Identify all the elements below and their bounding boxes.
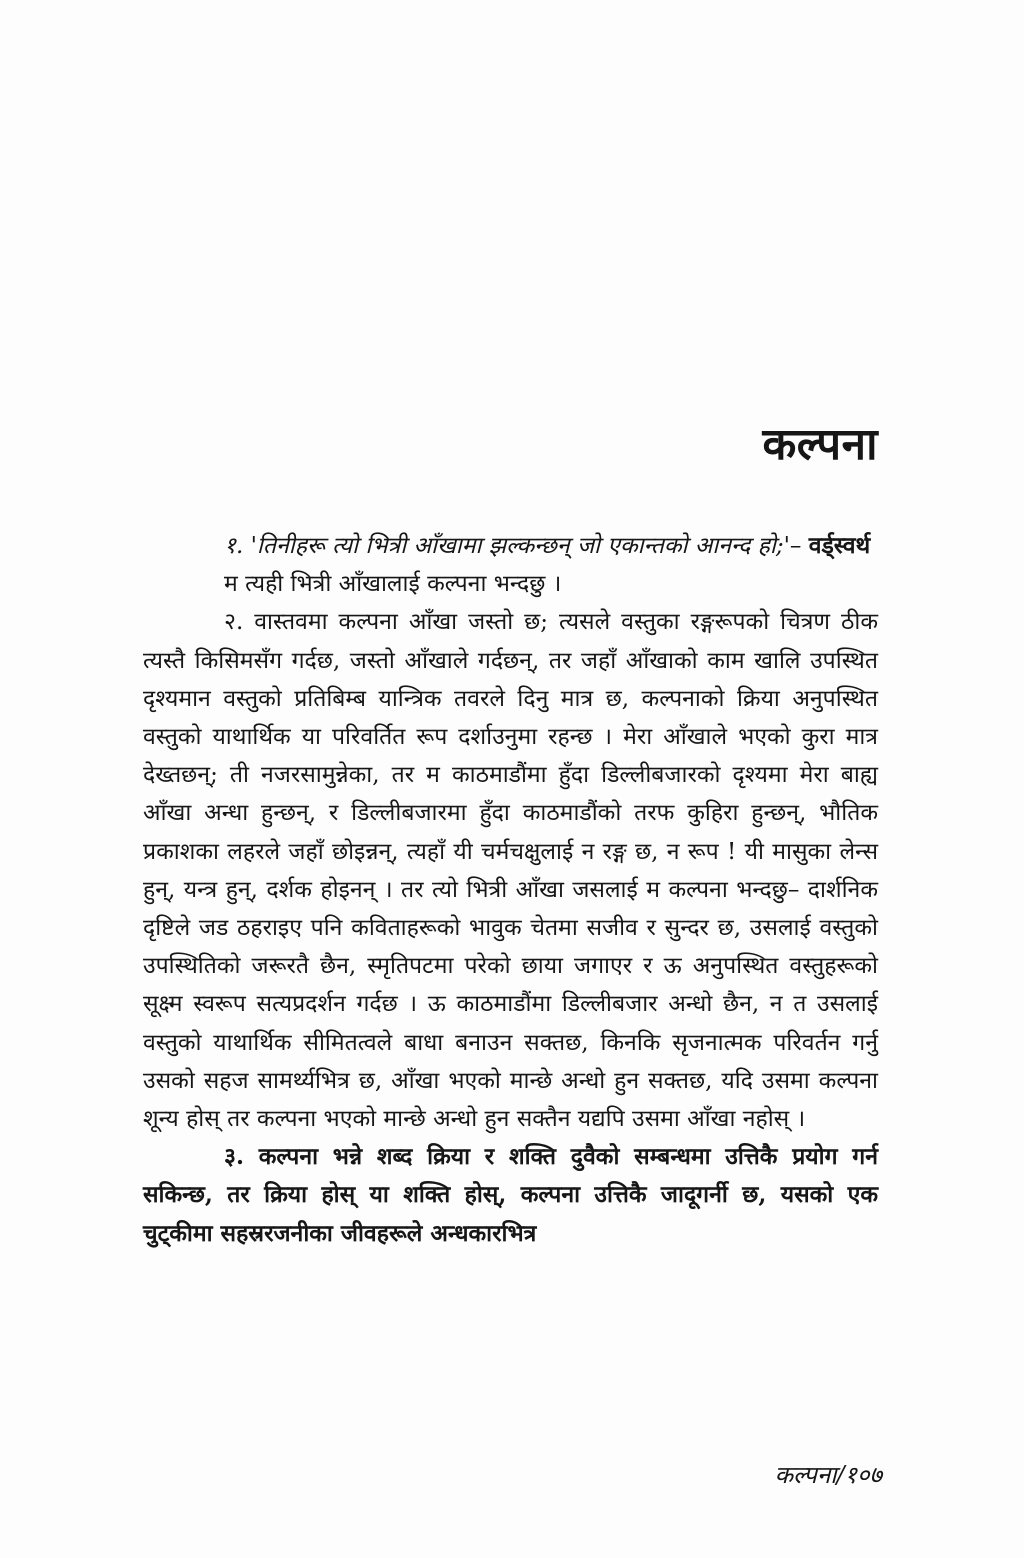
quote-text: १. 'तिनीहरू त्यो भित्री आँखामा झल्कन्छन् जो एकान्तको आनन्द हो;'– [224, 533, 809, 559]
chapter-body [143, 527, 878, 1253]
paragraph-3: ३. कल्पना भन्ने शब्द क्रिया र शक्ति दुवैको सम्बन्धमा उत्तिकै प्रयोग गर्न सकिन्छ, तर क्रिया होस् या शक्ति होस्, कल्पना उत्तिकै जादूगर्नी छ, यसको एक चुट्कीमा सहस्ररजनीका जीवहरूले अन्धकारभित्र [143, 1143, 878, 1247]
paragraph-1: म त्यही भित्री आँखालाई कल्पना भन्दछु । [224, 571, 562, 598]
paragraph-quote [143, 527, 878, 565]
paragraph-2: २. वास्तवमा कल्पना आँखा जस्तो छ; त्यसले वस्तुका रङ्गरूपको चित्रण ठीक त्यस्तै किसिमसँग गर्दछ, जस्तो आँखाले गर्दछन्, तर जहाँ आँखाको काम खालि उपस्थित दृश्यमान वस्तुको प्रतिबिम्ब यान्त्रिक तवरले दिनु मात्र छ, कल्पनाको क्रिया अनुपस्थित वस्तुको याथार्थिक या परिवर्तित रूप दर्शाउनुमा रहन्छ । मेरा आँखाले भएको कुरा मात्र देख्तछन्; ती नजरसामुन्नेका, तर म काठमाडौंमा हुँदा डिल्लीबजारको दृश्यमा मेरा बाह्य आँखा अन्धा हुन्छन्, र डिल्लीबजारमा हुँदा काठमाडौंको तरफ कुहिरा हुन्छन्, भौतिक प्रकाशका लहरले जहाँ छोइन्नन्, त्यहाँ यी चर्मचक्षुलाई न रङ्ग छ, न रूप ! यी मासुका लेन्स हुन्, यन्त्र हुन्, दर्शक होइनन् । तर त्यो भित्री आँखा जसलाई म कल्पना भन्दछु– दार्शनिक दृष्टिले जड ठहराइए पनि कविताहरूको भावुक चेतमा सजीव र सुन्दर छ, उसलाई वस्तुको उपस्थितिको जरूरतै छैन, स्मृतिपटमा परेको छाया जगाएर र ऊ अनुपस्थित वस्तुहरूको सूक्ष्म स्वरूप सत्यप्रदर्शन गर्दछ । ऊ काठमाडौंमा डिल्लीबजार अन्धो छैन, न त उसलाई वस्तुको याथार्थिक सीमितत्वले बाधा बनाउन सक्तछ, किनकि सृजनात्मक परिवर्तन गर्नु उसको सहज सामर्थ्यभित्र छ, आँखा भएको मान्छे अन्धो हुन सक्तछ, यदि उसमा कल्पना शून्य होस् तर कल्पना भएको मान्छे अन्धो हुन सक्तैन यद्यपि उसमा आँखा नहोस् । [143, 609, 878, 1133]
chapter-title: कल्पना [762, 419, 878, 470]
page-footer: कल्पना/१०७ [774, 1461, 882, 1489]
quote-author: वर्ड्स्वर्थ [808, 532, 871, 559]
